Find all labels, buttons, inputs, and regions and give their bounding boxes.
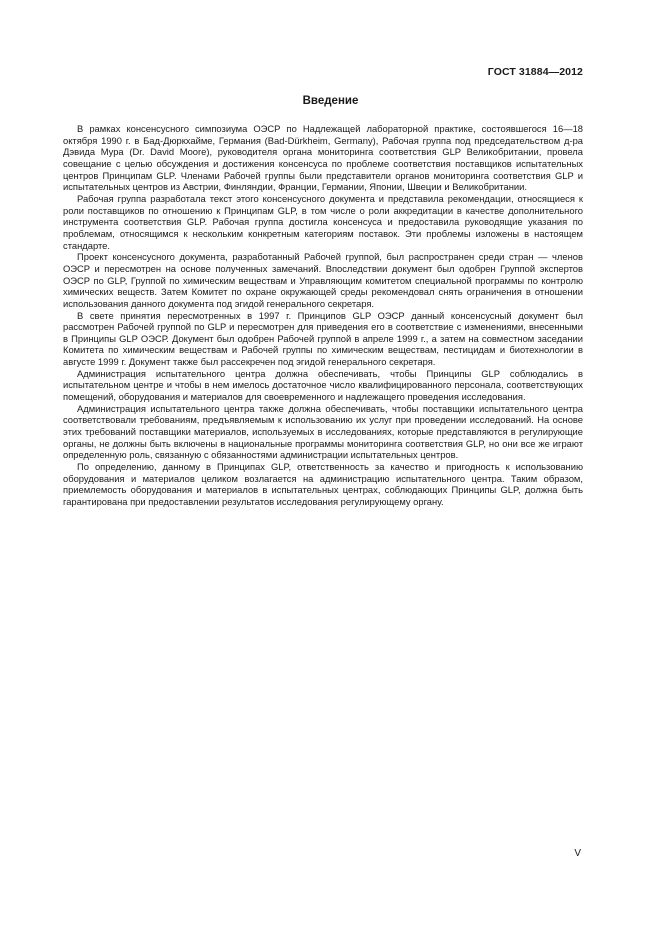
document-number: ГОСТ 31884—2012 [487,66,583,78]
paragraph: Администрация испытательного центра должна обеспечивать, чтобы Принципы GLP соблюдались в испытательном центре и чтобы в нем имелось достаточное число квалифицированного персонала, соответствующих помещений, оборудования и материалов для своевременного и надлежащего проведения исследования. [63,367,583,403]
paragraph: По определению, данному в Принципах GLP, ответственность за качество и пригодность к использованию оборудования и материалов целиком возлагается на администрацию испытательного центра. Таким образом, приемлемость оборудования и материалов в испытательных центрах, соблюдающих Принципы GLP, должна быть гарантирована при предоставлении результатов исследования регулирующему органу. [63,461,583,507]
paragraph: Администрация испытательного центра также должна обеспечивать, чтобы поставщики испытательного центра соответствовали требованиям, предъявляемым к использованию их услуг при проведении исследований. На основе этих требований поставщики материалов, используемых в исследованиях, которые представляются в регулирующие органы, не должны быть включены в национальные программы мониторинга соответствия GLP, но они все же играют определенную роль, связанную с обязанностями администрации испытательных центров. [63,402,583,461]
paragraph: В рамках консенсусного симпозиума ОЭСР по Надлежащей лабораторной практике, состоявшегося 16—18 октября 1990 г. в Бад-Дюркхайме, Германия (Bad-Dürkheim, Germany), Рабочая группа под председательством д-ра Дэвида Мура (Dr. David Moore), руководителя органа мониторинга соответствия GLP Великобритании, провела совещание с целью обсуждения и достижения консенсуса по проблеме соответствия поставщиков испытательных центров Принципам GLP. Членами Рабочей группы были представители органов мониторинга соответствия GLP и испытательных центров из Австрии, Финляндии, Франции, Германии, Японии, Швеции и Великобритании. [63,123,583,193]
paragraph: Проект консенсусного документа, разработанный Рабочей группой, был распространен среди стран — членов ОЭСР и пересмотрен на основе полученных замечаний. Впоследствии документ был одобрен Группой экспертов ОЭСР по GLP, Группой по химическим веществам и Управляющим комитетом специальной программы по контролю химических веществ. Затем Комитет по охране окружающей среды рекомендовал снять ограничения в отношении использования данного документа под эгидой генерального секретаря. [63,251,583,309]
paragraph: Рабочая группа разработала текст этого консенсусного документа и представила рекомендации, относящиеся к роли поставщиков по отношению к Принципам GLP, в том числе о роли аккредитации в качестве дополнительного инструмента соответствия GLP. Рабочая группа достигла консенсуса и предоставила руководящие указания по проблемам, относящимся к нескольким конкретным категориям поставок. Эти проблемы изложены в настоящем стандарте. [63,192,583,251]
section-title: Введение [302,95,359,107]
paragraph: В свете принятия пересмотренных в 1997 г. Принципов GLP ОЭСР данный консенсусный документ был рассмотрен Рабочей группой по GLP и пересмотрен для приведения его в соответствие с изменениями, внесенными в Принципы GLP ОЭСР. Документ был одобрен Рабочей группой в апреле 1999 г., а затем на совместном заседании Комитета по химическим веществам и Рабочей группы по химическим веществам, пестицидам и биотехнологии в августе 1999 г. Документ также был рассекречен под эгидой генерального секретаря. [63,309,583,368]
page-number: V [574,848,581,859]
body-text [63,123,583,508]
